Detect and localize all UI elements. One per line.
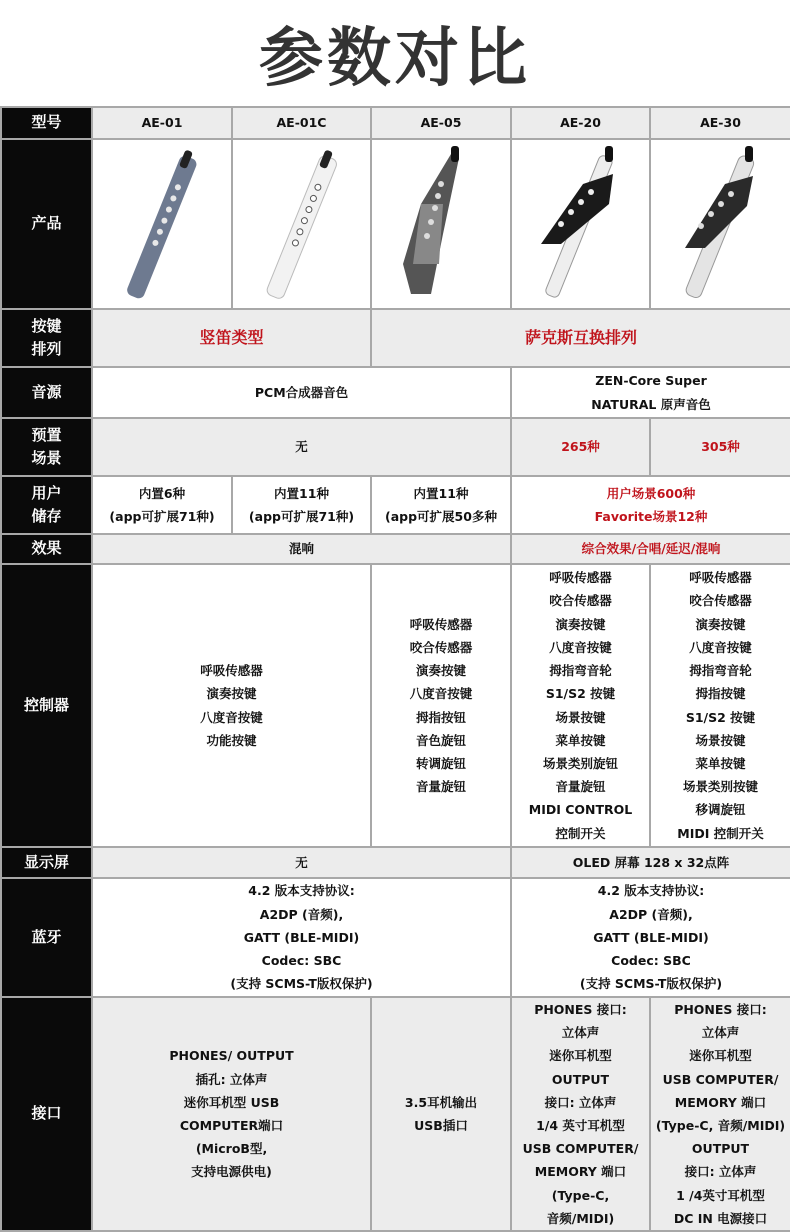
- controllers-ae05: 呼吸传感器 咬合传感器 演奏按键 八度音按键 拇指按钮 音色旋钮 转调旋钮 音量旋钮: [371, 564, 511, 847]
- storage-ae05: 内置11种 (app可扩展50多种: [371, 476, 511, 534]
- effects-basic: 混响: [92, 534, 511, 564]
- product-image-ae01: [92, 139, 232, 309]
- ports-ae30: PHONES 接口: 立体声 迷你耳机型 USB COMPUTER/ MEMORY 端口 (Type-C, 音频/MIDI) OUTPUT 接口: 立体声 1 /4英寸耳机型 DC IN 电源接口: [650, 997, 790, 1231]
- storage-ae01c: 内置11种 (app可扩展71种): [232, 476, 371, 534]
- keys-flute: 竖笛类型: [92, 309, 371, 367]
- display-none: 无: [92, 847, 511, 878]
- storage-ae01: 内置6种 (app可扩展71种): [92, 476, 232, 534]
- product-image-ae01c: [232, 139, 371, 309]
- ports-ae05: 3.5耳机输出 USB插口: [371, 997, 511, 1231]
- keys-sax: 萨克斯互换排列: [371, 309, 790, 367]
- model-ae20: AE-20: [511, 107, 650, 139]
- product-image-ae20: [511, 139, 650, 309]
- row-sound: [1, 367, 790, 418]
- row-product: [1, 139, 790, 309]
- row-label-controllers: 控制器: [1, 564, 92, 847]
- page-title: 参数对比: [259, 22, 531, 96]
- row-model: [1, 107, 790, 139]
- product-image-ae30: [650, 139, 790, 309]
- row-label-product: 产品: [1, 139, 92, 309]
- controllers-ae30: 呼吸传感器 咬合传感器 演奏按键 八度音按键 拇指弯音轮 拇指按键 S1/S2 按键 场景按键 菜单按键 场景类别按键 移调旋钮 MIDI 控制开关: [650, 564, 790, 847]
- model-ae30: AE-30: [650, 107, 790, 139]
- model-ae01: AE-01: [92, 107, 232, 139]
- preset-ae30: 305种: [650, 418, 790, 476]
- row-label-sound: 音源: [1, 367, 92, 418]
- ports-ae01: PHONES/ OUTPUT 插孔: 立体声 迷你耳机型 USB COMPUTER端口 (MicroB型, 支持电源供电): [92, 997, 371, 1231]
- model-ae05: AE-05: [371, 107, 511, 139]
- row-ports: [1, 997, 790, 1231]
- row-display: [1, 847, 790, 878]
- storage-ae2030: 用户场景600种 Favorite场景12种: [511, 476, 790, 534]
- row-label-preset: 预置 场景: [1, 418, 92, 476]
- row-keys: [1, 309, 790, 367]
- display-oled: OLED 屏幕 128 x 32点阵: [511, 847, 790, 878]
- ports-ae20: PHONES 接口: 立体声 迷你耳机型 OUTPUT 接口: 立体声 1/4 英寸耳机型 USB COMPUTER/ MEMORY 端口 (Type-C, 音频/MIDI): [511, 997, 650, 1231]
- row-effects: [1, 534, 790, 564]
- preset-ae20: 265种: [511, 418, 650, 476]
- row-label-bluetooth: 蓝牙: [1, 878, 92, 997]
- model-ae01c: AE-01C: [232, 107, 371, 139]
- controllers-ae01: 呼吸传感器 演奏按键 八度音按键 功能按键: [92, 564, 371, 847]
- row-label-keys: 按键 排列: [1, 309, 92, 367]
- bluetooth-ae20-30: 4.2 版本支持协议: A2DP (音频), GATT (BLE-MIDI) Codec: SBC (支持 SCMS-T版权保护): [511, 878, 790, 997]
- controllers-ae20: 呼吸传感器 咬合传感器 演奏按键 八度音按键 拇指弯音轮 S1/S2 按键 场景按键 菜单按键 场景类别旋钮 音量旋钮 MIDI CONTROL 控制开关: [511, 564, 650, 847]
- row-label-effects: 效果: [1, 534, 92, 564]
- effects-advanced: 综合效果/合唱/延迟/混响: [511, 534, 790, 564]
- sound-zen: ZEN-Core Super NATURAL 原声音色: [511, 367, 790, 418]
- row-label-display: 显示屏: [1, 847, 92, 878]
- row-label-ports: 接口: [1, 997, 92, 1231]
- row-preset: [1, 418, 790, 476]
- preset-none: 无: [92, 418, 511, 476]
- sound-pcm: PCM合成器音色: [92, 367, 511, 418]
- row-controllers: [1, 564, 790, 847]
- row-storage: [1, 476, 790, 534]
- row-bluetooth: [1, 878, 790, 997]
- row-label-model: 型号: [1, 107, 92, 139]
- bluetooth-ae01-05: 4.2 版本支持协议: A2DP (音频), GATT (BLE-MIDI) Codec: SBC (支持 SCMS-T版权保护): [92, 878, 511, 997]
- product-image-ae05: [371, 139, 511, 309]
- row-label-storage: 用户 储存: [1, 476, 92, 534]
- spec-table: [0, 106, 790, 1232]
